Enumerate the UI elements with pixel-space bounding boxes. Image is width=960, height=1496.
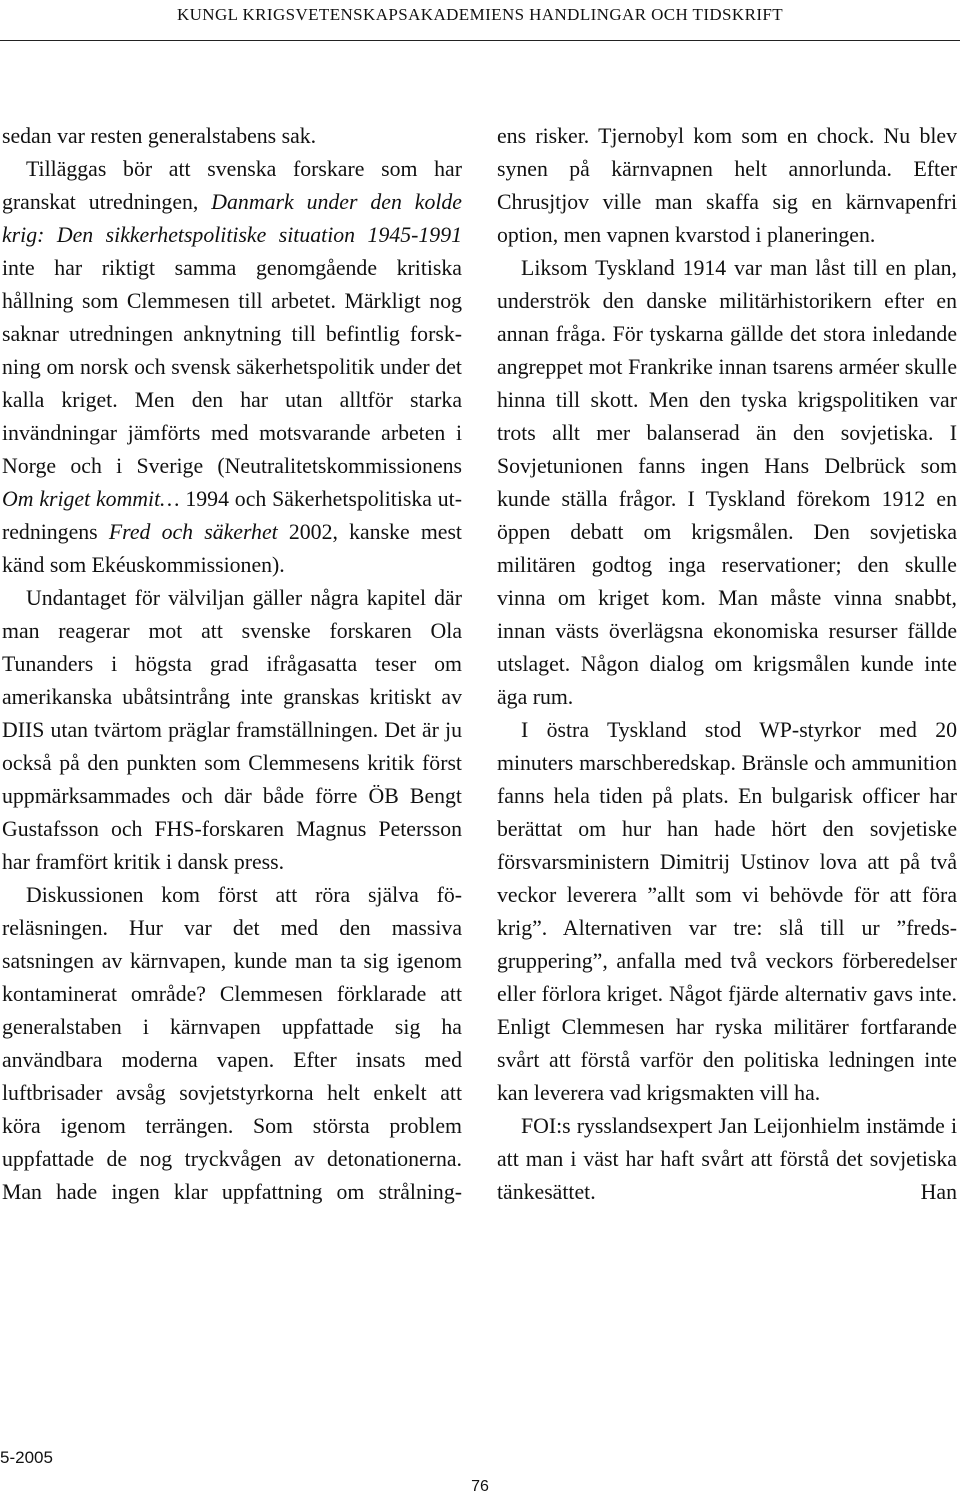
paragraph-2-text-b: inte har riktigt samma genomgående kritiska hållning som Clemmesen till arbetet. Märkligt nog saknar utredningen anknytning till befintlig forskning om norsk och svensk säkerhetspolitik under det kalla kriget. Men den har utan alltför starka invändningar jämförts med motsvarande arbeten i Norge och i Sverige (Neutralitetskommissionens (2, 256, 462, 478)
paragraph-3: Undantaget för välviljan gäller några kapitel där man reagerar mot att svenske forskaren Ola Tunanders i högsta grad ifrågasatta teser om amerikanska ubåtsintrång inte granskas kritiskt av DIIS utan tvärtom präglar framställningen. Det är ju också på den punkten som Clemmesens kritik först uppmärksammades och där både förre ÖB Bengt Gustafsson och FHS-forskaren Magnus Petersson har framfört kritik i dansk press. (2, 586, 462, 874)
paragraph-2-text-d: 2002, kanske mest känd som Ekéuskommissionen). (2, 520, 462, 577)
paragraph-5: ens risker. Tjernobyl kom som en chock. Nu blev synen på kärnvapnen helt annorlunda. Efter Chrusjtjov ville man skaffa sig en kärnvapenfri option, men vapnen kvarstod i planeringen. (497, 124, 957, 247)
report-title-danmark: Danmark under den kolde krig: Den sikkerhetspolitiske situation 1945-1991 (2, 190, 462, 247)
right-column (497, 120, 957, 1209)
paragraph-2-text-c: 1994 och Säkerhetspolitiska utredningens (2, 487, 462, 544)
paragraph-1: sedan var resten generalstabens sak. (2, 124, 317, 148)
page-number: 76 (471, 1478, 489, 1495)
header-rule (0, 40, 960, 41)
left-column (2, 120, 462, 1209)
paragraph-7: I östra Tyskland stod WP-styrkor med 20 minuters marschberedskap. Bränsle och ammunition fanns hela tiden på plats. En bulgarisk officer har berättat om hur han hade hört den sovjetiske försvarsministern Dimitrij Ustinov lova att på två veckor leverera ”allt som vi behövde för att föra krig”. Alternativen var tre: slå till ur ”fredsgruppering”, anfalla med två veckors förberedelser eller förlora kriget. Något fjärde alternativ gavs inte. Enligt Clemmesen har ryska militärer fortfarande svårt att förstå varför den politiska ledningen inte kan leverera vad krigsmakten vill ha. (497, 718, 957, 1105)
report-title-om-kriget: Om kriget kommit… (2, 487, 180, 511)
journal-title: KUNGL KRIGSVETENSKAPSAKADEMIENS HANDLINGAR OCH TIDSKRIFT (176, 5, 784, 24)
issue-number: 5-2005 (0, 1448, 53, 1467)
paragraph-2 (2, 153, 462, 582)
report-title-fred: Fred och säkerhet (108, 520, 278, 544)
paragraph-8: FOI:s rysslandsexpert Jan Leijonhielm instämde i att man i väst har haft svårt att förstå det sovjetiska tänkesättet. Han (497, 1114, 957, 1204)
paragraph-2-text-a: Tilläggas bör att svenska forskare som har granskat utredningen, (2, 157, 462, 214)
paragraph-4: Diskussionen kom först att röra själva föreläsningen. Hur var det med den massiva satsningen av kärnvapen, kunde man ta sig igenom kontaminerat område? Clemmesen förklarade att generalstaben i kärnvapen uppfattade sig ha användbara moderna vapen. Efter insats med luftbrisader avsåg sovjetstyrkorna helt enkelt att köra igenom terrängen. Som största problem uppfattade de nog tryckvågen av detonationerna. Man hade ingen klar uppfattning om strålning- (2, 883, 462, 1204)
paragraph-6: Liksom Tyskland 1914 var man låst till en plan, underströk den danske militärhistorikern efter en annan fråga. För tyskarna gällde det stora inledande angreppet mot Frankrike innan tsarens arméer skulle hinna till skott. Men den tyska krigspolitiken var trots allt mer balanserad än den sovjetiska. I Sovjetunionen fanns ingen Hans Delbrück som kunde ställa frågor. I Tyskland förekom 1912 en öppen debatt om krigsmålen. Den sovjetiska militären godtog inga reservationer; den skulle vinna om kriget kom. Man måste vinna snabbt, innan västs överlägsna ekonomiska resurser fällde utslaget. Någon dialog om krigsmålen kunde inte äga rum. (497, 256, 957, 709)
